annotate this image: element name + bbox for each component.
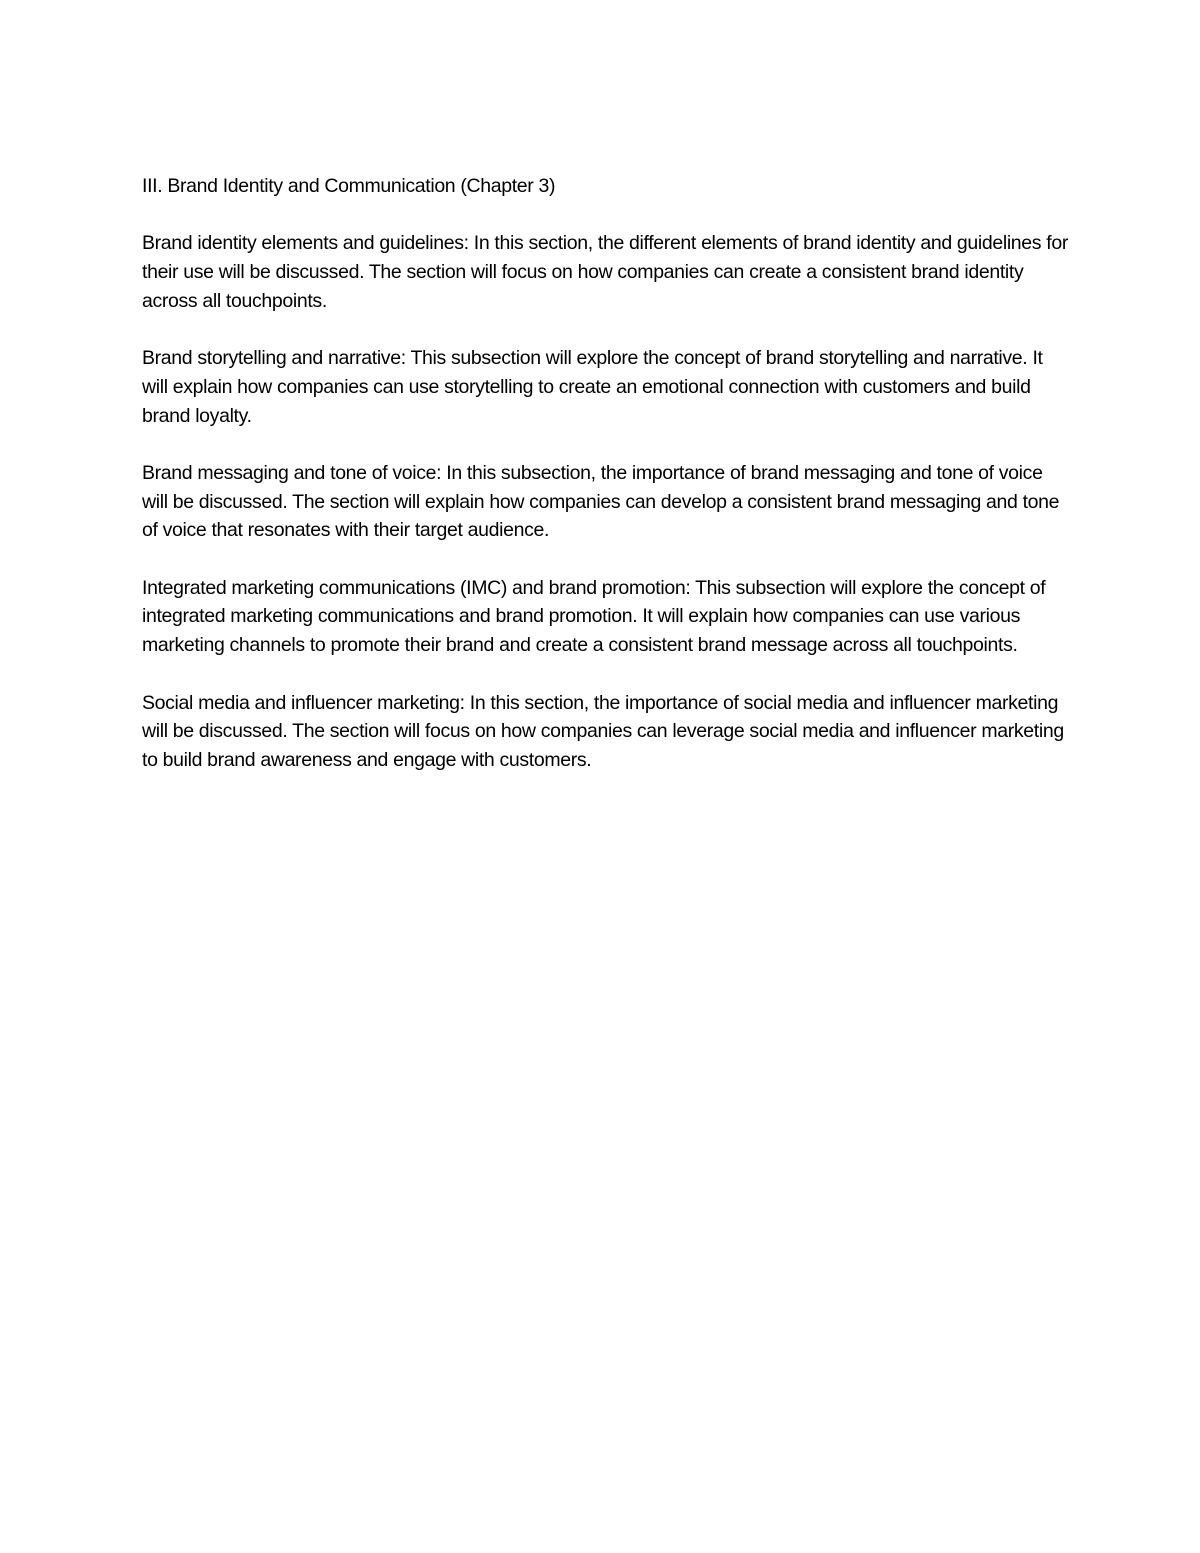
document-body [142, 172, 1072, 803]
paragraph-brand-messaging: Brand messaging and tone of voice: In this subsection, the importance of brand messaging and tone of voice will be discussed. The section will explain how companies can develop a consistent brand messaging and tone of voice that resonates with their target audience. [142, 461, 1060, 542]
paragraph-brand-storytelling: Brand storytelling and narrative: This subsection will explore the concept of brand storytelling and narrative. It will explain how companies can use storytelling to create an emotional connection with customers and build brand loyalty. [142, 347, 1043, 427]
section-heading: III. Brand Identity and Communication (Chapter 3) [142, 175, 556, 197]
paragraph-social-media: Social media and influencer marketing: In this section, the importance of social media and influencer marketing will be discussed. The section will focus on how companies can leverage social media and influencer marketing to build brand awareness and engage with customers. [142, 691, 1064, 771]
paragraph-brand-identity: Brand identity elements and guidelines: In this section, the different elements of brand identity and guidelines for their use will be discussed. The section will focus on how companies can create a consistent brand identity across all touchpoints. [142, 232, 1068, 312]
paragraph-imc: Integrated marketing communications (IMC) and brand promotion: This subsection will explore the concept of integrated marketing communications and brand promotion. It will explain how companies can use various marketing channels to promote their brand and create a consistent brand message across all touchpoints. [142, 576, 1046, 657]
